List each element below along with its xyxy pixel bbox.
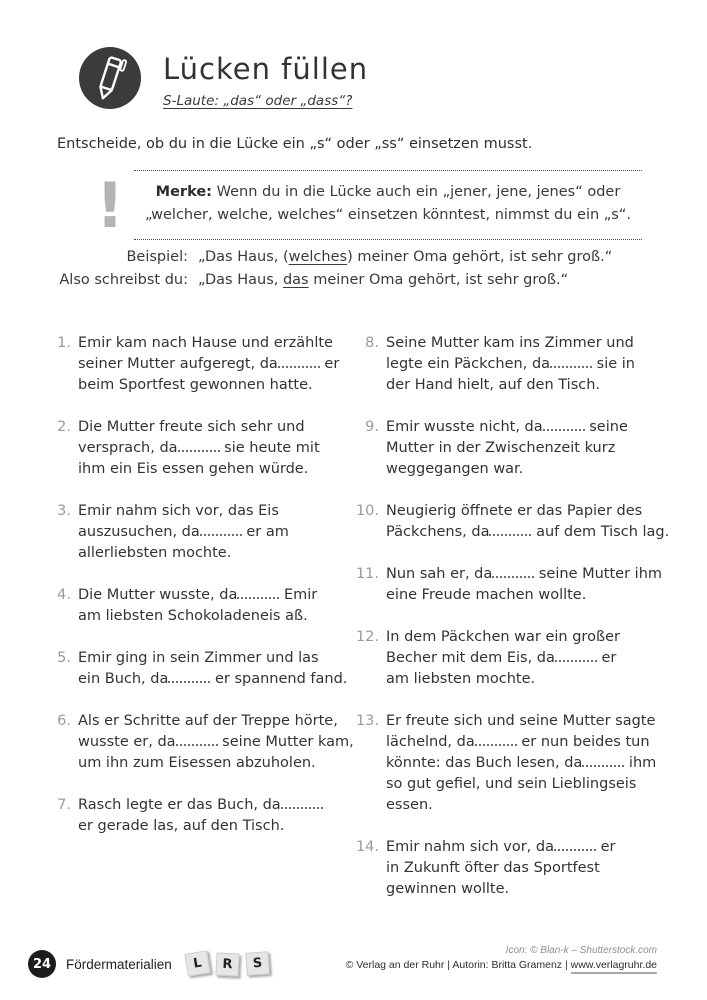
- item-number: 6.: [57, 713, 71, 729]
- exercise-item: [355, 837, 675, 900]
- footer-left: [28, 950, 276, 978]
- item-number: 13.: [355, 713, 379, 729]
- exercise-column-right: [355, 333, 675, 900]
- merke-box: [94, 170, 642, 240]
- item-line: Als er Schritte auf der Treppe hörte,: [78, 713, 338, 729]
- item-line: gewinnen wollte.: [386, 881, 510, 897]
- item-number: 12.: [355, 629, 379, 645]
- footer-right: [346, 944, 657, 973]
- example-row-2: [56, 269, 656, 292]
- exercise-item: [56, 648, 358, 690]
- example-2-pre: „Das Haus,: [198, 272, 283, 288]
- fill-in-blank: [176, 742, 218, 746]
- item-line: allerliebsten mochte.: [78, 545, 232, 561]
- item-number: 10.: [355, 503, 379, 519]
- item-line: Neugierig öffnete er das Papier des: [386, 503, 643, 519]
- item-line: um ihn zum Eisessen abzuholen.: [78, 755, 316, 771]
- item-line: Emir wusste nicht, da seine: [386, 419, 628, 435]
- exercise-item: [355, 564, 675, 606]
- item-line: in Zukunft öfter das Sportfest: [386, 860, 600, 876]
- item-text: [386, 333, 675, 396]
- item-text: [386, 417, 675, 480]
- item-text: [386, 627, 675, 690]
- item-text: [78, 648, 358, 690]
- item-line: Die Mutter wusste, da Emir: [78, 587, 318, 603]
- example-label-1: Beispiel:: [126, 249, 188, 265]
- fill-in-blank: [543, 427, 585, 431]
- example-sentence-2: [198, 269, 568, 292]
- item-line: Emir ging in sein Zimmer und las: [78, 650, 319, 666]
- item-number: 9.: [365, 419, 379, 435]
- page-subtitle: S-Laute: „das“ oder „dass“?: [163, 93, 353, 109]
- item-text: [386, 501, 675, 543]
- example-2-post: meiner Oma gehört, ist sehr groß.“: [308, 272, 569, 288]
- publisher-credit-text: © Verlag an der Ruhr | Autorin: Britta Gramenz |: [345, 959, 571, 971]
- item-line: Er freute sich und seine Mutter sagte: [386, 713, 656, 729]
- fill-in-blank: [200, 532, 242, 536]
- item-number: 11.: [355, 566, 379, 582]
- task-instruction: Entscheide, ob du in die Lücke ein „s“ oder „ss“ einsetzen musst.: [57, 136, 533, 152]
- letter-tile-l: L: [184, 950, 210, 976]
- title-block: [163, 52, 368, 109]
- exercise-item: [56, 501, 358, 564]
- item-text: [78, 417, 358, 480]
- item-number: 2.: [57, 419, 71, 435]
- item-line: seiner Mutter aufgeregt, da er: [78, 356, 340, 372]
- item-line: ein Buch, da er spannend fand.: [78, 671, 348, 687]
- exercise-item: [355, 711, 675, 816]
- exercise-column-left: [56, 333, 358, 837]
- item-line: wusste er, da seine Mutter kam,: [78, 734, 354, 750]
- item-number: 7.: [57, 797, 71, 813]
- item-line: versprach, da sie heute mit: [78, 440, 320, 456]
- exercise-item: [355, 333, 675, 396]
- exercise-item: [56, 795, 358, 837]
- item-line: beim Sportfest gewonnen hatte.: [78, 377, 313, 393]
- fill-in-blank: [278, 364, 320, 368]
- fill-in-blank: [168, 679, 210, 683]
- example-label-2: Also schreibst du:: [59, 272, 188, 288]
- letter-tile-r: R: [215, 952, 239, 976]
- item-line: Emir nahm sich vor, das Eis: [78, 503, 279, 519]
- fill-in-blank: [237, 595, 279, 599]
- item-line: er gerade las, auf den Tisch.: [78, 818, 285, 834]
- fill-in-blank: [582, 763, 624, 767]
- item-line: lächelnd, da er nun beides tun: [386, 734, 650, 750]
- publisher-url: www.verlagruhr.de: [571, 959, 657, 974]
- page-number-badge: 24: [28, 950, 56, 978]
- item-line: am liebsten mochte.: [386, 671, 536, 687]
- item-line: auszusuchen, da er am: [78, 524, 289, 540]
- exercise-item: [355, 627, 675, 690]
- item-text: [78, 333, 358, 396]
- item-line: Emir nahm sich vor, da er: [386, 839, 616, 855]
- item-line: Mutter in der Zwischenzeit kurz: [386, 440, 616, 456]
- fill-in-blank: [281, 805, 323, 809]
- fill-in-blank: [475, 742, 517, 746]
- fill-in-blank: [492, 574, 534, 578]
- item-number: 4.: [57, 587, 71, 603]
- item-line: Seine Mutter kam ins Zimmer und: [386, 335, 634, 351]
- exercise-item: [355, 417, 675, 480]
- item-line: der Hand hielt, auf den Tisch.: [386, 377, 601, 393]
- item-line: legte ein Päckchen, da sie in: [386, 356, 635, 372]
- fill-in-blank: [178, 448, 220, 452]
- item-line: essen.: [386, 797, 433, 813]
- merke-text-1: Wenn du in die Lücke auch ein „jener, jene, jenes“ oder: [216, 184, 621, 200]
- letter-tile-s: S: [245, 951, 270, 976]
- lrs-tiles: [186, 952, 276, 976]
- example-2-underlined: das: [282, 272, 309, 288]
- item-line: könnte: das Buch lesen, da ihm: [386, 755, 657, 771]
- example-row-1: [56, 246, 656, 269]
- item-line: Nun sah er, da seine Mutter ihm: [386, 566, 663, 582]
- exclamation-icon: !: [95, 169, 125, 242]
- example-1-pre: „Das Haus, (: [198, 249, 289, 265]
- item-text: [386, 837, 675, 900]
- item-number: 5.: [57, 650, 71, 666]
- publisher-credit: [346, 958, 657, 973]
- example-block: [56, 246, 656, 292]
- item-number: 3.: [57, 503, 71, 519]
- example-1-post: ) meiner Oma gehört, ist sehr groß.“: [347, 249, 613, 265]
- page-title: Lücken füllen: [163, 52, 369, 86]
- item-line: Becher mit dem Eis, da er: [386, 650, 617, 666]
- item-text: [386, 564, 675, 606]
- item-text: [386, 711, 675, 816]
- exercise-item: [56, 417, 358, 480]
- fill-in-blank: [554, 847, 596, 851]
- example-1-underlined: welches: [288, 249, 348, 265]
- pencil-icon: [78, 46, 142, 110]
- exercise-item: [355, 501, 675, 543]
- series-label: Fördermaterialien: [66, 956, 172, 972]
- exercise-item: [56, 333, 358, 396]
- item-line: Die Mutter freute sich sehr und: [78, 419, 305, 435]
- item-line: am liebsten Schokoladeneis aß.: [78, 608, 308, 624]
- item-line: Päckchens, da auf dem Tisch lag.: [386, 524, 670, 540]
- fill-in-blank: [550, 364, 592, 368]
- item-text: [78, 795, 358, 837]
- merke-text: [134, 170, 642, 240]
- item-number: 1.: [57, 335, 71, 351]
- merke-line-2: „welcher, welche, welches“ einsetzen könntest, nimmst du ein „s“.: [145, 207, 631, 223]
- item-line: Emir kam nach Hause und erzählte: [78, 335, 333, 351]
- item-text: [78, 501, 358, 564]
- item-line: eine Freude machen wollte.: [386, 587, 587, 603]
- icon-credit: Icon: © Blan-k – Shutterstock.com: [505, 945, 657, 956]
- fill-in-blank: [489, 532, 531, 536]
- merke-line-1: [138, 181, 638, 204]
- item-number: 8.: [365, 335, 379, 351]
- item-line: ihm ein Eis essen gehen würde.: [78, 461, 309, 477]
- item-line: so gut gefiel, und sein Lieblingseis: [386, 776, 637, 792]
- exercise-item: [56, 585, 358, 627]
- item-line: Rasch legte er das Buch, da: [78, 795, 358, 816]
- item-line: weggegangen war.: [386, 461, 524, 477]
- item-number: 14.: [355, 839, 379, 855]
- fill-in-blank: [555, 658, 597, 662]
- item-text: [78, 711, 358, 774]
- item-line: In dem Päckchen war ein großer: [386, 629, 620, 645]
- exercise-item: [56, 711, 358, 774]
- merke-label: Merke:: [155, 184, 212, 200]
- item-text: [78, 585, 358, 627]
- example-sentence-1: [198, 246, 612, 269]
